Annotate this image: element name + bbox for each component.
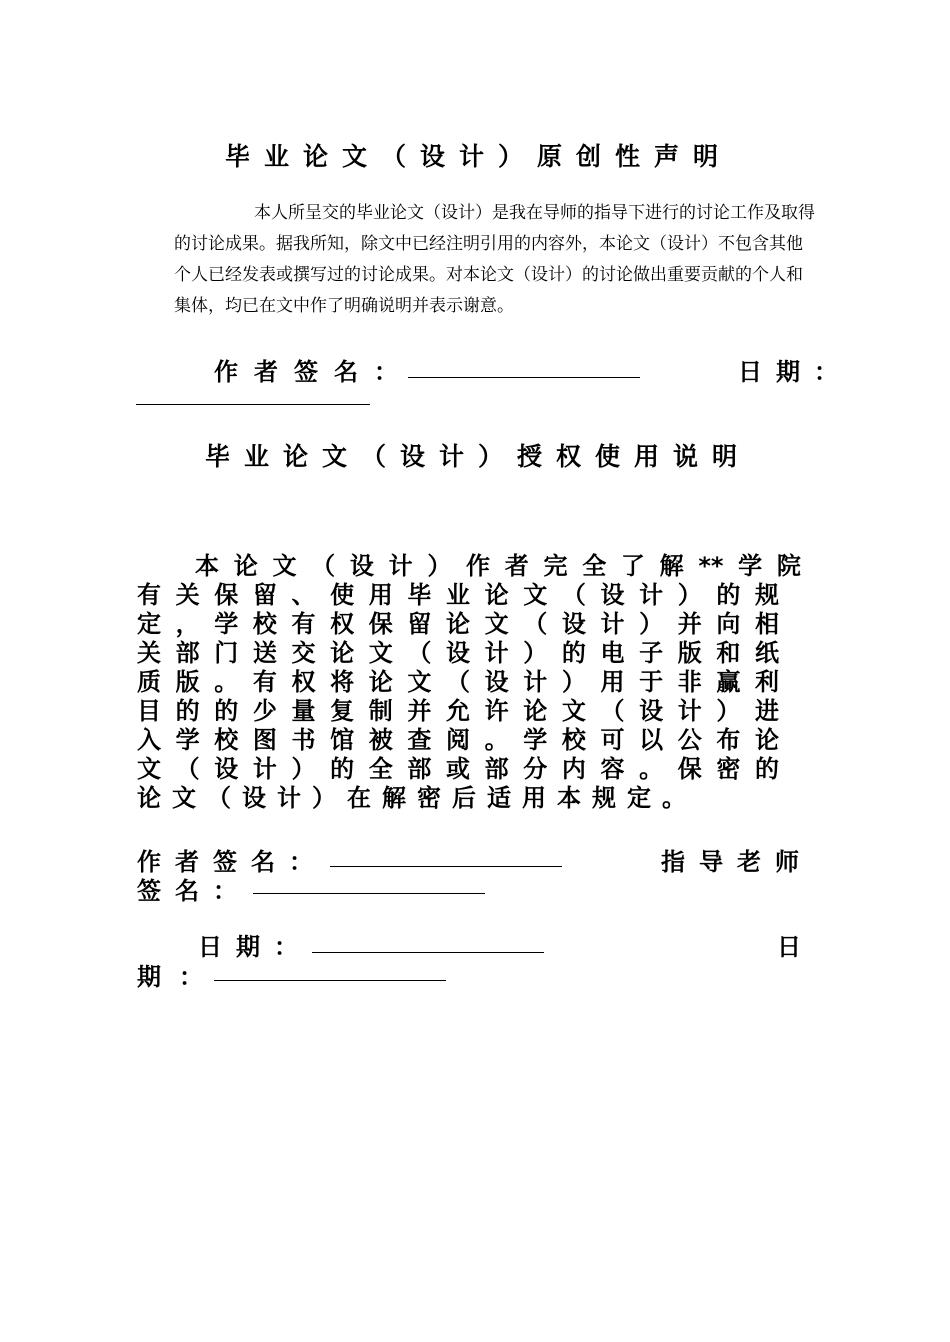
body-char: 门: [214, 639, 239, 667]
body-char: 使: [330, 581, 355, 609]
body-char: （: [600, 697, 625, 725]
body-char: 以: [639, 726, 664, 754]
date-line[interactable]: [136, 404, 370, 405]
body-char: 公: [677, 726, 702, 754]
body-char: 的: [561, 639, 586, 667]
body-char: 设: [242, 784, 266, 812]
body-line-9: [137, 784, 801, 813]
body-char: 关: [137, 639, 161, 667]
auth-date-label-1: 日期：: [198, 933, 312, 961]
body-char: 论: [368, 668, 393, 696]
body-char: 校: [561, 726, 586, 754]
body-char: 查: [407, 726, 432, 754]
body-char: **: [698, 552, 724, 580]
body-char: 计: [600, 610, 625, 638]
body-char: 进: [755, 697, 779, 725]
body-char: 文: [368, 639, 393, 667]
body-line-5: [137, 668, 779, 697]
body-char: ）: [523, 639, 548, 667]
body-char: 被: [368, 726, 393, 754]
body-char: 解: [659, 552, 684, 580]
body-char: ）: [312, 784, 336, 812]
body-char: 计: [252, 755, 277, 783]
body-char: 计: [677, 697, 702, 725]
body-char: 设: [349, 552, 374, 580]
body-char: 。: [662, 784, 686, 812]
body-char: 用: [368, 581, 393, 609]
body-char: 部: [407, 755, 432, 783]
body-char: 适: [487, 784, 511, 812]
body-char: 用: [522, 784, 546, 812]
body-char: 院: [776, 552, 801, 580]
body-char: 并: [677, 610, 702, 638]
body-char: 在: [347, 784, 371, 812]
body-char: 设: [214, 755, 239, 783]
auth-date-label-2a: 日: [777, 933, 801, 961]
body-char: 论: [137, 784, 161, 812]
body-char: 版: [677, 639, 702, 667]
body-char: 和: [716, 639, 741, 667]
body-char: 部: [175, 639, 200, 667]
body-char: 计: [484, 639, 509, 667]
body-char: 论: [330, 639, 355, 667]
body-char: 利: [755, 668, 779, 696]
body-char: 质: [137, 668, 161, 696]
body-char: （: [523, 610, 548, 638]
body-char: 毕: [407, 581, 432, 609]
body-char: 权: [291, 668, 316, 696]
body-char: 规: [592, 784, 616, 812]
body-char: 者: [504, 552, 529, 580]
body-char: 学: [214, 610, 239, 638]
body-char: 后: [452, 784, 476, 812]
body-char: 学: [523, 726, 548, 754]
body-char: 论: [484, 581, 509, 609]
body-char: （: [207, 784, 231, 812]
body-char: 向: [716, 610, 741, 638]
body-char: 全: [368, 755, 393, 783]
body-char: 许: [484, 697, 509, 725]
body-char: 规: [755, 581, 779, 609]
body-char: 设: [639, 697, 664, 725]
body-char: 校: [214, 726, 239, 754]
body-char: 论: [523, 697, 548, 725]
body-char: （: [407, 639, 432, 667]
body-char: 赢: [716, 668, 741, 696]
body-char: 有: [252, 668, 277, 696]
body-char: 完: [543, 552, 568, 580]
body-char: 内: [561, 755, 586, 783]
body-char: 权: [330, 610, 355, 638]
body-line-4: [137, 639, 779, 668]
body-char: 、: [291, 581, 316, 609]
body-char: 交: [291, 639, 316, 667]
body-char: 文: [523, 581, 548, 609]
body-char: 相: [755, 610, 779, 638]
body-char: 校: [252, 610, 277, 638]
advisor-label: 指导老师: [661, 848, 813, 876]
body-char: 于: [639, 668, 664, 696]
body-char: 文: [137, 755, 161, 783]
body-char: 入: [137, 726, 161, 754]
body-char: 设: [484, 668, 509, 696]
body-line-6: [137, 697, 779, 726]
body-char: 论: [446, 610, 470, 638]
body-char: 目: [137, 697, 161, 725]
body-char: （: [446, 668, 470, 696]
body-char: 量: [291, 697, 316, 725]
body-char: 布: [716, 726, 741, 754]
body-char: 的: [330, 755, 355, 783]
body-char: 允: [446, 697, 470, 725]
body-char: 业: [446, 581, 470, 609]
body-char: 。: [639, 755, 664, 783]
body-char: 子: [639, 639, 664, 667]
body-char: 保: [368, 610, 393, 638]
body-char: 的: [716, 581, 741, 609]
authorization-body: [137, 552, 801, 813]
advisor-signature-line[interactable]: [253, 893, 485, 894]
body-char: 。: [214, 668, 239, 696]
body-char: ）: [291, 755, 316, 783]
body-char: 版: [175, 668, 200, 696]
body-char: 将: [330, 668, 355, 696]
body-char: 非: [677, 668, 702, 696]
body-line-8: [137, 755, 779, 784]
body-char: 部: [484, 755, 509, 783]
author-signature-label: 作者签名：: [214, 358, 414, 386]
body-char: 留: [407, 610, 432, 638]
body-char: 本: [557, 784, 581, 812]
body-char: 论: [755, 726, 779, 754]
auth-date-label-2b: 期：: [137, 963, 221, 991]
body-char: ，: [175, 610, 200, 638]
body-char: 图: [252, 726, 277, 754]
body-char: 设: [446, 639, 470, 667]
body-char: 有: [137, 581, 161, 609]
body-char: ）: [639, 610, 664, 638]
body-char: 文: [484, 610, 509, 638]
body-char: 文: [172, 784, 196, 812]
body-line-1: [137, 552, 801, 581]
author-signature-line[interactable]: [408, 377, 640, 378]
body-char: 。: [484, 726, 509, 754]
body-char: 分: [523, 755, 548, 783]
declaration-paragraph: 本人所呈交的毕业论文（设计）是我在导师的指导下进行的讨论工作及取得的讨论成果。据我所知，除文中已经注明引用的内容外，本论文（设计）不包含其他个人已经发表或撰写过的讨论成果。对本论文（设计）的讨论做出重要贡献的个人和集体，均已在文中作了明确说明并表示谢意。: [174, 203, 815, 316]
body-char: 电: [600, 639, 625, 667]
body-char: 用: [600, 668, 625, 696]
body-char: 论: [233, 552, 258, 580]
auth-author-signature-line[interactable]: [330, 866, 562, 867]
body-char: 少: [252, 697, 277, 725]
body-char: 解: [382, 784, 406, 812]
body-char: 阅: [446, 726, 470, 754]
body-char: ）: [716, 697, 741, 725]
body-char: ）: [677, 581, 702, 609]
body-char: 保: [677, 755, 702, 783]
body-char: 设: [600, 581, 625, 609]
body-char: 复: [330, 697, 355, 725]
body-char: 本: [195, 552, 219, 580]
body-char: 文: [561, 697, 586, 725]
body-char: 了: [620, 552, 645, 580]
advisor-signature-label: 签名：: [137, 877, 251, 905]
body-char: 馆: [330, 726, 355, 754]
body-char: 可: [600, 726, 625, 754]
body-char: 计: [388, 552, 413, 580]
body-char: 定: [627, 784, 651, 812]
body-char: 制: [368, 697, 393, 725]
body-char: 的: [755, 755, 779, 783]
date-label: 日期：: [738, 358, 852, 386]
body-char: 容: [600, 755, 625, 783]
body-char: 计: [277, 784, 301, 812]
body-char: 计: [523, 668, 548, 696]
body-char: 学: [738, 552, 763, 580]
body-line-7: [137, 726, 779, 755]
body-char: 保: [214, 581, 239, 609]
body-line-3: [137, 610, 779, 639]
body-char: 全: [582, 552, 607, 580]
body-char: 有: [291, 610, 316, 638]
body-char: ）: [427, 552, 452, 580]
body-char: 文: [272, 552, 297, 580]
body-char: （: [561, 581, 586, 609]
body-char: 书: [291, 726, 316, 754]
body-char: 密: [716, 755, 741, 783]
body-char: 计: [639, 581, 664, 609]
auth-date-line-1[interactable]: [312, 952, 544, 953]
authorization-title: 毕业论文（设计）授权使用说明: [205, 442, 752, 471]
body-char: 并: [407, 697, 432, 725]
body-char: 留: [252, 581, 277, 609]
body-char: 关: [175, 581, 200, 609]
body-char: ）: [561, 668, 586, 696]
auth-author-signature-label: 作者签名：: [137, 848, 327, 876]
body-char: 设: [561, 610, 586, 638]
body-char: 作: [466, 552, 491, 580]
body-line-2: [137, 581, 779, 610]
body-char: 送: [252, 639, 277, 667]
body-char: 文: [407, 668, 432, 696]
body-char: 纸: [755, 639, 779, 667]
body-char: 密: [417, 784, 441, 812]
body-char: （: [175, 755, 200, 783]
auth-date-line-2[interactable]: [214, 980, 446, 981]
body-char: 学: [175, 726, 200, 754]
declaration-title: 毕业论文（设计）原创性声明: [225, 142, 733, 171]
body-char: 定: [137, 610, 161, 638]
body-char: 的: [214, 697, 239, 725]
body-char: （: [311, 552, 336, 580]
body-char: 或: [446, 755, 470, 783]
body-char: 的: [175, 697, 200, 725]
